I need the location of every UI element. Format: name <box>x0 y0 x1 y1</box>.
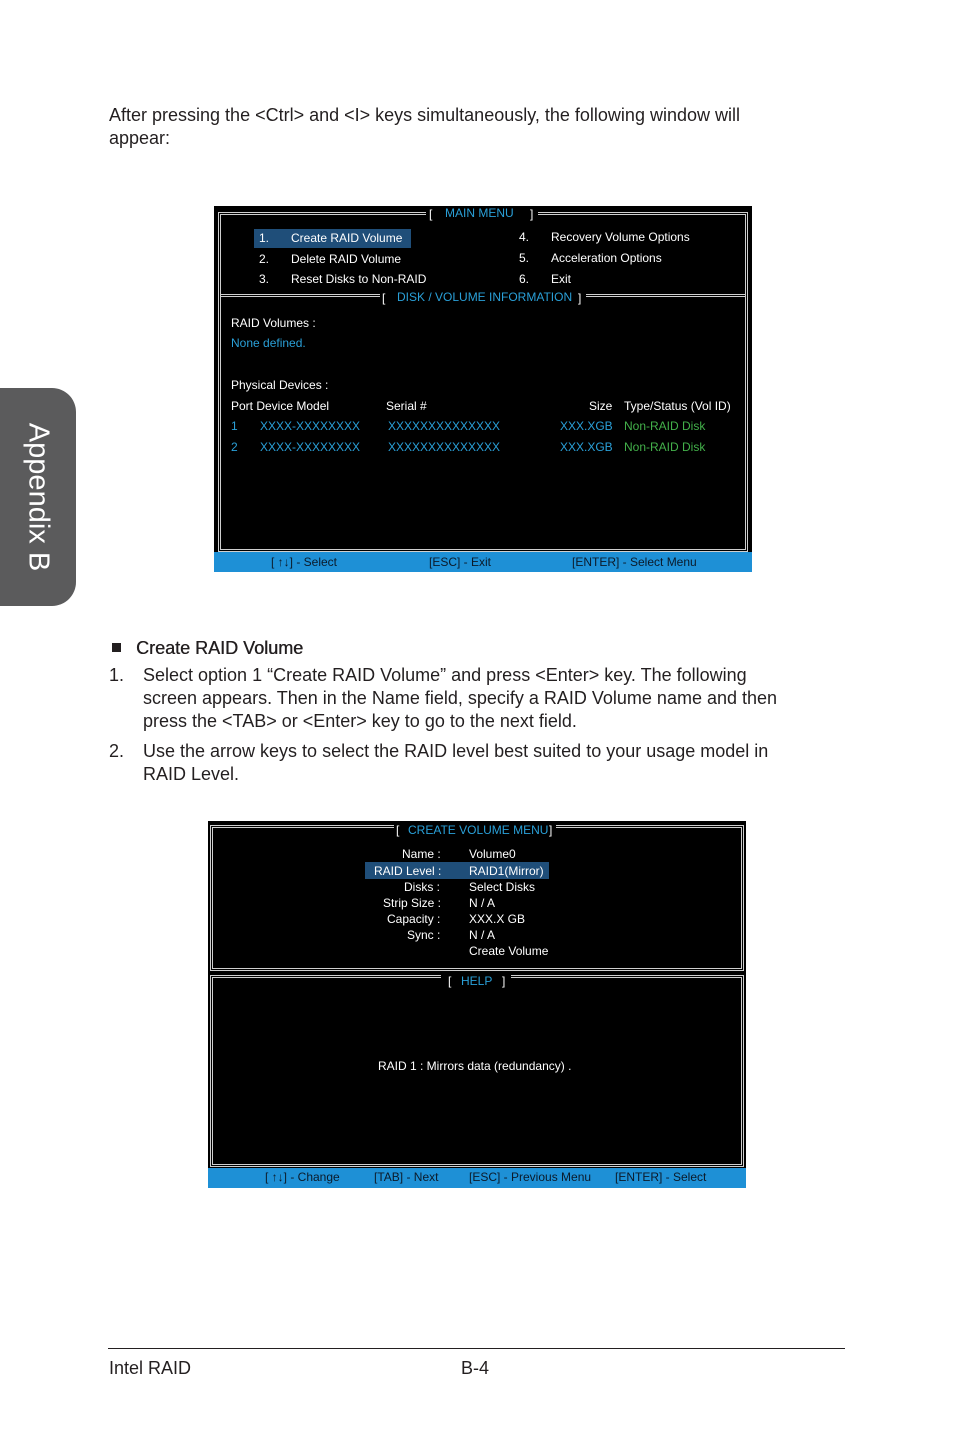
step-1-line-3: press the <TAB> or <Enter> key to go to the next field. <box>143 711 577 731</box>
footer-next-hint: [TAB] - Next <box>374 1170 439 1184</box>
info-title: DISK / VOLUME INFORMATION <box>397 290 573 304</box>
field-strip-size-value[interactable]: N / A <box>469 896 496 910</box>
create-volume-action[interactable]: Create Volume <box>469 944 549 958</box>
field-sync-label: Sync : <box>407 928 441 942</box>
device-2-port: 2 <box>231 440 238 454</box>
field-sync-value[interactable]: N / A <box>469 928 496 942</box>
column-size: Size <box>589 399 613 413</box>
raid-volumes-value: None defined. <box>231 336 306 350</box>
field-capacity-label: Capacity : <box>387 912 441 926</box>
footer-rule <box>108 1348 845 1349</box>
column-serial: Serial # <box>386 399 427 413</box>
main-menu-bracket-right: ] <box>530 207 534 221</box>
device-2-model: XXXX-XXXXXXXX <box>260 440 361 454</box>
intro-line-2: appear: <box>109 128 171 148</box>
column-port-model: Port Device Model <box>231 399 330 413</box>
field-raid-level-value[interactable]: RAID1(Mirror) <box>469 864 544 878</box>
help-bracket-left: [ <box>448 974 452 988</box>
footer-select-hint-2: [ENTER] - Select <box>615 1170 707 1184</box>
field-raid-level-label: RAID Level : <box>374 864 442 878</box>
menu-option-1-num: 1. <box>259 231 270 245</box>
menu-option-recovery-volume[interactable]: Recovery Volume Options <box>551 230 690 244</box>
menu-option-3-num: 3. <box>259 272 270 286</box>
menu-option-acceleration[interactable]: Acceleration Options <box>551 251 662 265</box>
create-bracket-left: [ <box>396 823 400 837</box>
menu-option-2-num: 2. <box>259 252 270 266</box>
menu-option-4-num: 4. <box>519 230 530 244</box>
step-2-number: 2. <box>109 741 125 761</box>
menu-option-6-num: 6. <box>519 272 530 286</box>
field-capacity-value[interactable]: XXX.X GB <box>469 912 526 926</box>
device-1-status: Non-RAID Disk <box>624 419 706 433</box>
menu-option-delete-raid-volume[interactable]: Delete RAID Volume <box>291 252 402 266</box>
field-strip-size-label: Strip Size : <box>383 896 442 910</box>
step-1-line-2: screen appears. Then in the Name field, specify a RAID Volume name and then <box>143 688 778 708</box>
main-menu-screen <box>214 206 752 572</box>
info-bracket-left: [ <box>382 291 386 305</box>
field-disks-label: Disks : <box>404 880 440 894</box>
section-heading: Create RAID Volume <box>136 638 304 658</box>
help-title: HELP <box>461 974 493 988</box>
help-text: RAID 1 : Mirrors data (redundancy) . <box>378 1059 572 1073</box>
device-1-serial: XXXXXXXXXXXXXX <box>388 419 501 433</box>
menu-option-reset-disks[interactable]: Reset Disks to Non-RAID <box>291 272 427 286</box>
footer-enter-hint: [ENTER] - Select Menu <box>572 555 697 569</box>
page-number: B-4 <box>461 1358 490 1378</box>
footer-section-label: Intel RAID <box>109 1358 192 1378</box>
footer-change-hint: [ ↑↓] - Change <box>265 1170 340 1184</box>
intro-paragraph <box>109 104 740 150</box>
step-1-text <box>143 664 777 733</box>
field-name-label: Name : <box>402 847 441 861</box>
create-bracket-right: ] <box>549 823 553 837</box>
menu-option-5-num: 5. <box>519 251 530 265</box>
device-1-size: XXX.XGB <box>560 419 613 433</box>
device-2-serial: XXXXXXXXXXXXXX <box>388 440 501 454</box>
column-type-status: Type/Status (Vol ID) <box>624 399 731 413</box>
raid-volumes-label: RAID Volumes : <box>231 316 316 330</box>
menu-option-exit[interactable]: Exit <box>551 272 572 286</box>
side-tab <box>0 388 76 606</box>
field-name-value[interactable]: Volume0 <box>469 847 516 861</box>
device-2-size: XXX.XGB <box>560 440 613 454</box>
device-1-port: 1 <box>231 419 238 433</box>
main-menu-bracket-left: [ <box>429 207 433 221</box>
intro-line-1: After pressing the <Ctrl> and <I> keys simultaneously, the following window will <box>109 105 740 125</box>
device-2-status: Non-RAID Disk <box>624 440 706 454</box>
help-bracket-right: ] <box>502 974 506 988</box>
physical-devices-label: Physical Devices : <box>231 378 329 392</box>
main-menu-title: MAIN MENU <box>445 206 514 220</box>
bullet-square <box>112 643 121 652</box>
info-bracket-right: ] <box>578 291 582 305</box>
step-2-line-2: RAID Level. <box>143 764 240 784</box>
step-1-line-1: Select option 1 “Create RAID Volume” and press <Enter> key. The following <box>143 665 747 685</box>
create-volume-title: CREATE VOLUME MENU <box>408 823 549 837</box>
create-volume-screen <box>208 821 746 1188</box>
step-2-text <box>143 740 768 786</box>
device-1-model: XXXX-XXXXXXXX <box>260 419 361 433</box>
footer-previous-menu-hint: [ESC] - Previous Menu <box>469 1170 592 1184</box>
field-disks-value[interactable]: Select Disks <box>469 880 536 894</box>
step-2-line-1: Use the arrow keys to select the RAID level best suited to your usage model in <box>143 741 769 761</box>
footer-exit-hint: [ESC] - Exit <box>429 555 492 569</box>
step-1-number: 1. <box>109 665 125 685</box>
footer-select-hint: [ ↑↓] - Select <box>271 555 338 569</box>
side-tab-label: Appendix B <box>22 422 55 572</box>
menu-option-create-raid-volume[interactable]: Create RAID Volume <box>291 231 403 245</box>
